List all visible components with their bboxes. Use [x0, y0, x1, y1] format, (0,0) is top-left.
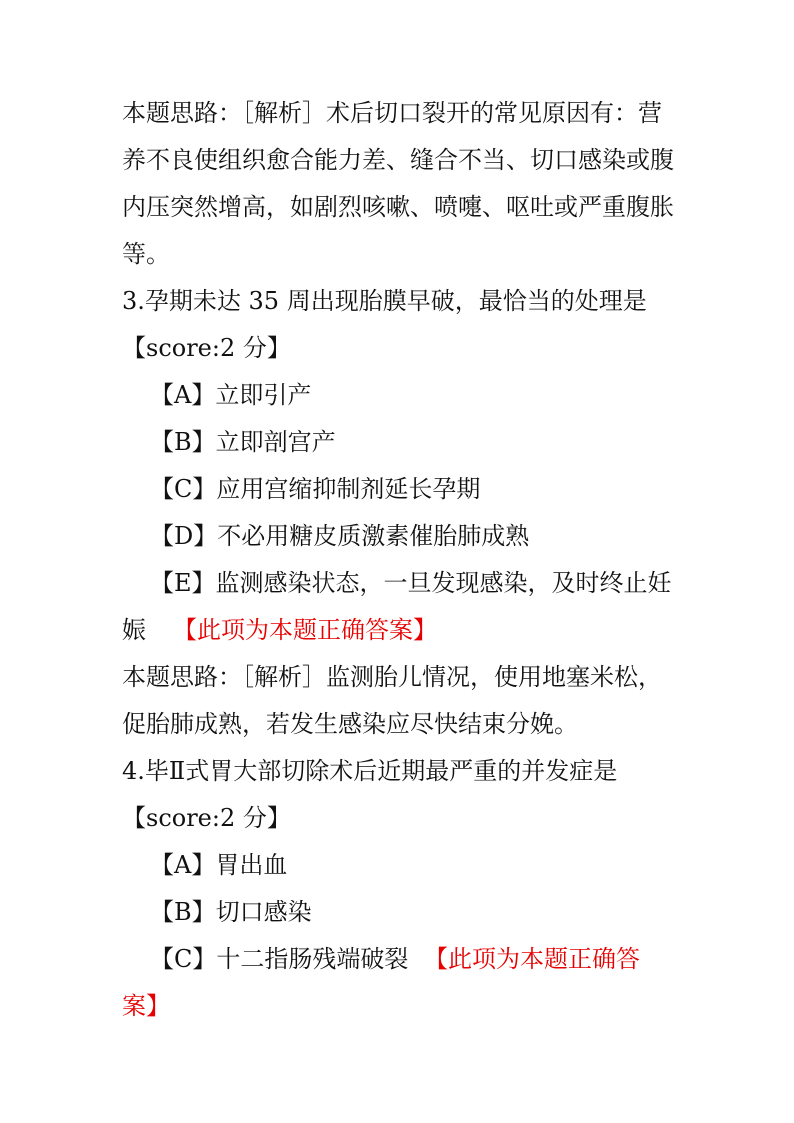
analysis-text: 促胎肺成熟，若发生感染应尽快结束分娩。	[122, 710, 578, 738]
analysis-text: 内压突然增高，如剧烈咳嗽、喷嚏、呕吐或严重腹胀	[122, 193, 674, 221]
option-b: 【B】切口感染	[150, 898, 312, 926]
score-label: 【score:2 分】	[122, 334, 291, 362]
option-d: 【D】不必用糖皮质激素催胎肺成熟	[150, 522, 530, 550]
option-c: 【C】十二指肠残端破裂	[150, 945, 409, 973]
correct-answer-mark-continued: 案】	[122, 992, 170, 1020]
analysis-text: 养不良使组织愈合能力差、缝合不当、切口感染或腹	[122, 146, 674, 174]
correct-answer-mark: 【此项为本题正确答案】	[173, 616, 437, 644]
analysis-text: 本题思路：［解析］术后切口裂开的常见原因有：营	[122, 99, 662, 127]
option-e: 【E】监测感染状态，一旦发现感染，及时终止妊	[150, 569, 672, 597]
analysis-text: 等。	[122, 240, 170, 268]
option-c: 【C】应用宫缩抑制剂延长孕期	[150, 475, 481, 503]
score-label: 【score:2 分】	[122, 804, 291, 832]
option-b: 【B】立即剖宫产	[150, 428, 336, 456]
option-e-continued: 娠	[122, 616, 146, 644]
analysis-text: 本题思路：［解析］监测胎儿情况，使用地塞米松，	[122, 663, 662, 691]
correct-answer-mark: 【此项为本题正确答	[424, 945, 640, 973]
option-a: 【A】胃出血	[150, 851, 288, 879]
question-text: 3.孕期未达 35 周出现胎膜早破，最恰当的处理是	[122, 287, 647, 315]
option-a: 【A】立即引产	[150, 381, 312, 409]
question-text: 4.毕Ⅱ式胃大部切除术后近期最严重的并发症是	[122, 757, 618, 785]
